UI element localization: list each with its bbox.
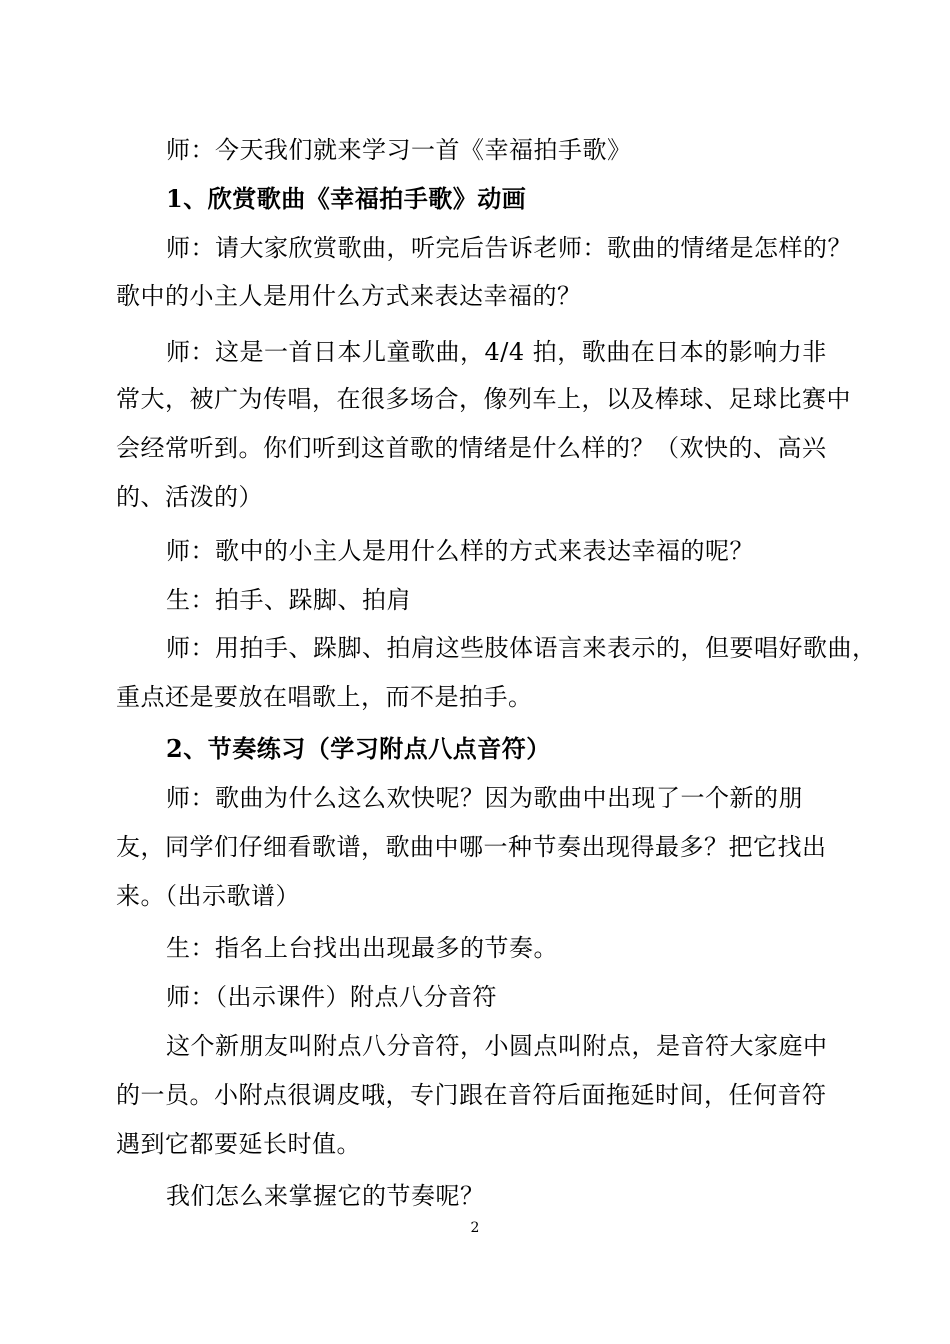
page-number: 2 — [470, 1220, 480, 1236]
paragraph-line: 师：这是一首日本儿童歌曲，4/4 拍，歌曲在日本的影响力非 — [166, 338, 827, 366]
section-heading: 2、节奏练习（学习附点八点音符） — [166, 734, 551, 763]
paragraph-line: 生：拍手、跺脚、拍肩 — [166, 586, 411, 614]
paragraph-line: 我们怎么来掌握它的节奏呢？ — [166, 1182, 485, 1210]
paragraph-line: 师：请大家欣赏歌曲，听完后告诉老师：歌曲的情绪是怎样的？ — [166, 234, 852, 262]
paragraph-line: 重点还是要放在唱歌上，而不是拍手。 — [116, 683, 533, 711]
paragraph-line: 来。（出示歌谱） — [116, 882, 300, 910]
paragraph-line: 会经常听到。你们听到这首歌的情绪是什么样的？（欢快的、高兴 — [116, 434, 827, 462]
paragraph-line: 遇到它都要延长时值。 — [116, 1130, 361, 1158]
paragraph-line: 师：今天我们就来学习一首《幸福拍手歌》 — [166, 136, 632, 164]
paragraph-line: 歌中的小主人是用什么方式来表达幸福的？ — [116, 282, 582, 310]
paragraph-line: 的一员。小附点很调皮哦，专门跟在音符后面拖延时间，任何音符 — [116, 1081, 827, 1109]
paragraph-line: 师：歌曲为什么这么欢快呢？因为歌曲中出现了一个新的朋 — [166, 784, 803, 812]
paragraph-line: 常大，被广为传唱，在很多场合，像列车上，以及棒球、足球比赛中 — [116, 385, 851, 413]
paragraph-line: 的、活泼的） — [116, 483, 263, 511]
paragraph-line: 师：（出示课件）附点八分音符 — [166, 983, 497, 1011]
paragraph-line: 友，同学们仔细看歌谱，歌曲中哪一种节奏出现得最多？把它找出 — [116, 833, 827, 861]
paragraph-line: 生：指名上台找出出现最多的节奏。 — [166, 934, 558, 962]
paragraph-line: 师：歌中的小主人是用什么样的方式来表达幸福的呢？ — [166, 537, 754, 565]
paragraph-line: 师：用拍手、跺脚、拍肩这些肢体语言来表示的，但要唱好歌曲， — [166, 634, 877, 662]
paragraph-line: 这个新朋友叫附点八分音符，小圆点叫附点，是音符大家庭中 — [166, 1032, 828, 1060]
section-heading: 1、欣赏歌曲《幸福拍手歌》动画 — [166, 184, 527, 213]
